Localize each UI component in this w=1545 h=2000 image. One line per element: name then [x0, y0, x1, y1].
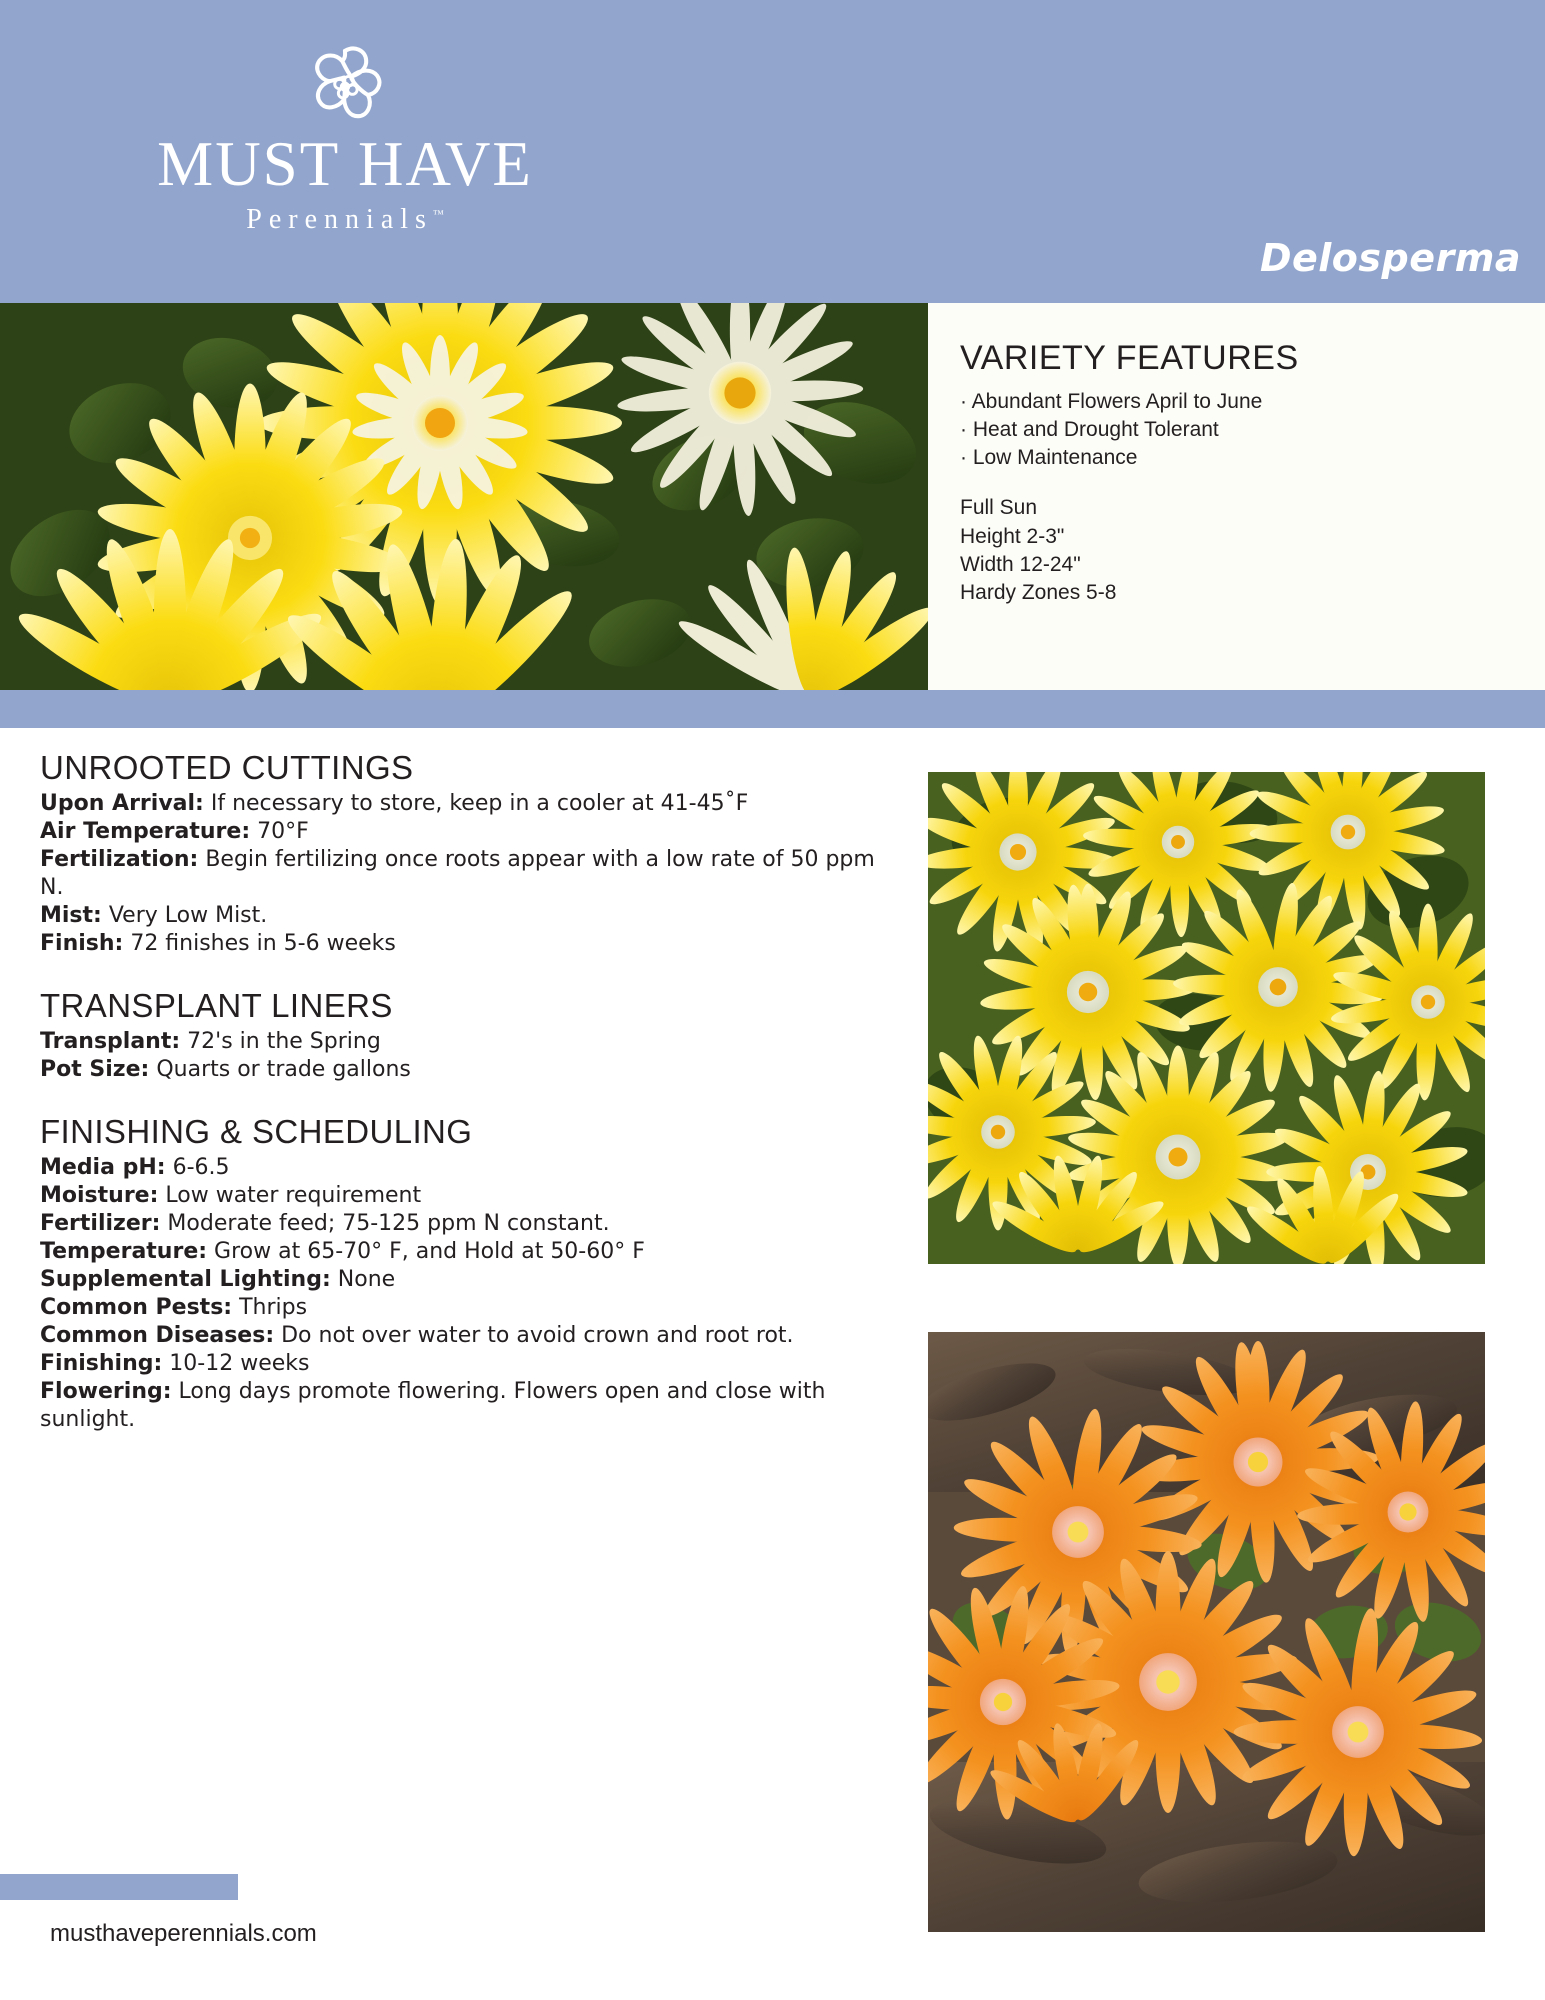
spec-label: Mist:: [40, 903, 102, 928]
section-unrooted-cuttings: [40, 748, 885, 958]
spec-label: Media pH:: [40, 1155, 166, 1181]
spec-value: 72's in the Spring: [180, 1029, 381, 1055]
feature-bullet-1: · Abundant Flowers April to June: [960, 390, 1263, 413]
section-transplant-liners: [40, 986, 885, 1084]
spec-label: Fertilizer:: [40, 1211, 161, 1237]
spec-value: 72 finishes in 5-6 weeks: [123, 930, 396, 956]
spec-label: Upon Arrival:: [40, 791, 204, 817]
photo-yellow-mass-image: [928, 772, 1485, 1264]
photo-orange-flowers: [928, 1332, 1485, 1932]
spec-label: Common Diseases:: [40, 1322, 275, 1348]
section-title-transplant-liners: TRANSPLANT LINERS: [40, 986, 393, 1024]
logo-word-have: HAVE: [357, 129, 533, 199]
spec-label: Transplant:: [40, 1029, 181, 1055]
section-finishing-scheduling: [40, 1112, 885, 1434]
spec-value: Begin fertilizing once roots appear with a low rate of 50 ppm N.: [40, 847, 875, 901]
spec-label: Flowering:: [40, 1378, 172, 1404]
feature-spec-width: Width 12-24": [960, 552, 1081, 576]
spec-row: [40, 1350, 885, 1378]
spec-label: Finish:: [40, 930, 124, 956]
spec-value: 10-12 weeks: [162, 1350, 310, 1376]
spec-value: Grow at 65-70° F, and Hold at 50-60° F: [207, 1239, 645, 1265]
spec-row: [40, 846, 885, 902]
spec-value: Moderate feed; 75-125 ppm N constant.: [160, 1211, 610, 1237]
photo-yellow-mass: [928, 772, 1485, 1264]
logo-subtitle-text: Perennials: [246, 204, 433, 236]
spec-row: [40, 1210, 885, 1238]
spec-row: [40, 1238, 885, 1266]
hero-photo-image: [0, 303, 928, 690]
section-title-unrooted-cuttings: UNROOTED CUTTINGS: [40, 749, 414, 786]
logo-word-must: MUST: [157, 129, 341, 199]
footer-accent-bar: [0, 1874, 238, 1900]
hero-photo: [0, 303, 928, 690]
spec-value: Low water requirement: [158, 1183, 422, 1209]
spec-value: Do not over water to avoid crown and root rot.: [274, 1322, 794, 1348]
spec-row: [40, 1378, 885, 1434]
variety-features-title: VARIETY FEATURES: [960, 339, 1299, 377]
spec-row: [40, 790, 885, 818]
spec-value: Long days promote flowering. Flowers open and close with sunlight.: [40, 1378, 826, 1432]
photo-orange-flowers-image: [928, 1332, 1485, 1932]
spec-row: [40, 818, 885, 846]
spec-row: [40, 1154, 885, 1182]
trademark-icon: ™: [432, 209, 444, 222]
spec-row: [40, 1294, 885, 1322]
spec-label: Temperature:: [40, 1239, 208, 1265]
spec-value: Thrips: [232, 1294, 308, 1320]
spec-value: 70°F: [250, 819, 309, 845]
spec-row: [40, 1322, 885, 1350]
spec-label: Pot Size:: [40, 1057, 150, 1083]
spec-value: 6-6.5: [165, 1155, 230, 1181]
header-band: [0, 0, 1545, 303]
spec-row: [40, 1028, 885, 1056]
feature-bullet-3: · Low Maintenance: [960, 446, 1138, 470]
spec-row: [40, 1056, 885, 1084]
spec-label: Moisture:: [40, 1183, 159, 1209]
logo-wordmark: [130, 129, 560, 199]
spec-label: Air Temperature:: [40, 819, 251, 845]
section-title-finishing-scheduling: FINISHING & SCHEDULING: [40, 1113, 473, 1150]
spec-row: [40, 902, 885, 930]
spec-row: [40, 930, 885, 958]
blue-divider-band: [0, 690, 1545, 728]
logo-subtitle: [246, 204, 443, 236]
footer-website-url[interactable]: musthaveperennials.com: [50, 1920, 317, 1947]
brand-logo: [130, 38, 560, 236]
spec-value: None: [330, 1267, 396, 1292]
spec-value: If necessary to store, keep in a cooler at 41-45˚F: [203, 791, 749, 817]
culture-content-column: [40, 748, 885, 1462]
variety-features-panel: [928, 303, 1545, 690]
spec-value: Quarts or trade gallons: [149, 1057, 411, 1083]
spec-row: [40, 1182, 885, 1210]
spec-label: Supplemental Lighting:: [40, 1267, 331, 1292]
spec-label: Finishing:: [40, 1350, 163, 1376]
features-spacer: [960, 472, 1525, 494]
spec-value: Very Low Mist.: [101, 903, 268, 928]
genus-title: Delosperma: [1259, 236, 1521, 280]
feature-spec-light: Full Sun: [960, 496, 1038, 520]
feature-spec-zones: Hardy Zones 5-8: [960, 580, 1117, 604]
spec-row: [40, 1266, 885, 1294]
flower-logo-icon: [299, 38, 391, 130]
feature-bullet-2: · Heat and Drought Tolerant: [960, 418, 1219, 442]
spec-label: Common Pests:: [40, 1294, 233, 1320]
feature-spec-height: Height 2-3": [960, 524, 1065, 548]
spec-label: Fertilization:: [40, 847, 199, 873]
